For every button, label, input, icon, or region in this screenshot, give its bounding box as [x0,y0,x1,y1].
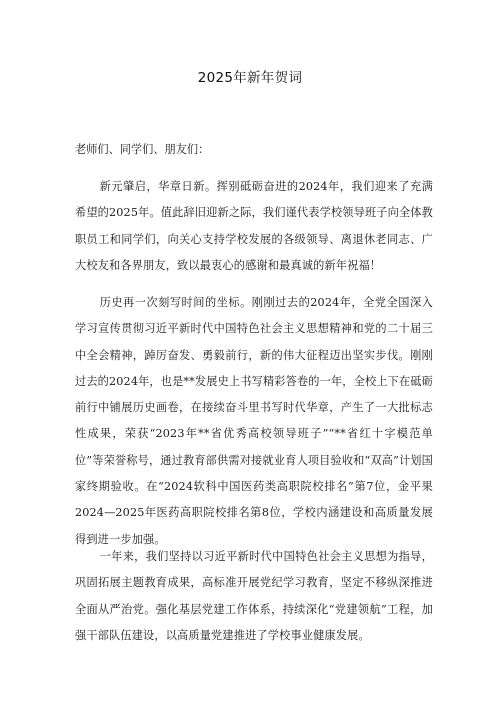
salutation: 老师们、同学们、朋友们： [75,143,210,156]
paragraph-3: 一年来，我们坚持以习近平新时代中国特色社会主义思想为指导，巩固拓展主题教育成果，高标准开展党纪学习教育，坚定不移纵深推进全面从严治党。强化基层党建工作体系，持续深化“党建领航”工程，加强干部队伍建设，以高质量党建推进了学校事业健康发展。 [75,550,433,642]
document-title: 2025年新年贺词 [197,70,303,86]
paragraph-2: 历史再一次刻写时间的坐标。刚刚过去的2024年，全党全国深入学习宣传贯彻习近平新时代中国特色社会主义思想精神和党的二十届三中全会精神，踔厉奋发、勇毅前行，新的伟大征程迈出坚实步伐。刚刚过去的2024年，也是**发展史上书写精彩答卷的一年，全校上下在砥砺前行中铺展历史画卷，在接续奋斗里书写时代华章，产生了一大批标志性成果，荣获“2023年**省优秀高校领导班子”“**省红十字模范单位”等荣誉称号，通过教育部供需对接就业育人项目验收和“双高”计划国家终期验收。在“2024软科中国医药类高职院校排名”第7位，金平果2024—2025年医药高职院校排名第8位，学校内涵建设和高质量发展得到进一步加强。 [75,296,434,546]
paragraph-1: 新元肇启，华章日新。挥别砥砺奋进的2024年，我们迎来了充满希望的2025年。值此辞旧迎新之际，我们谨代表学校领导班子向全体教职员工和同学们，向关心支持学校发展的各级领导、离退休老同志、广大校友和各界朋友，致以最衷心的感谢和最真诚的新年祝福！ [75,180,433,272]
